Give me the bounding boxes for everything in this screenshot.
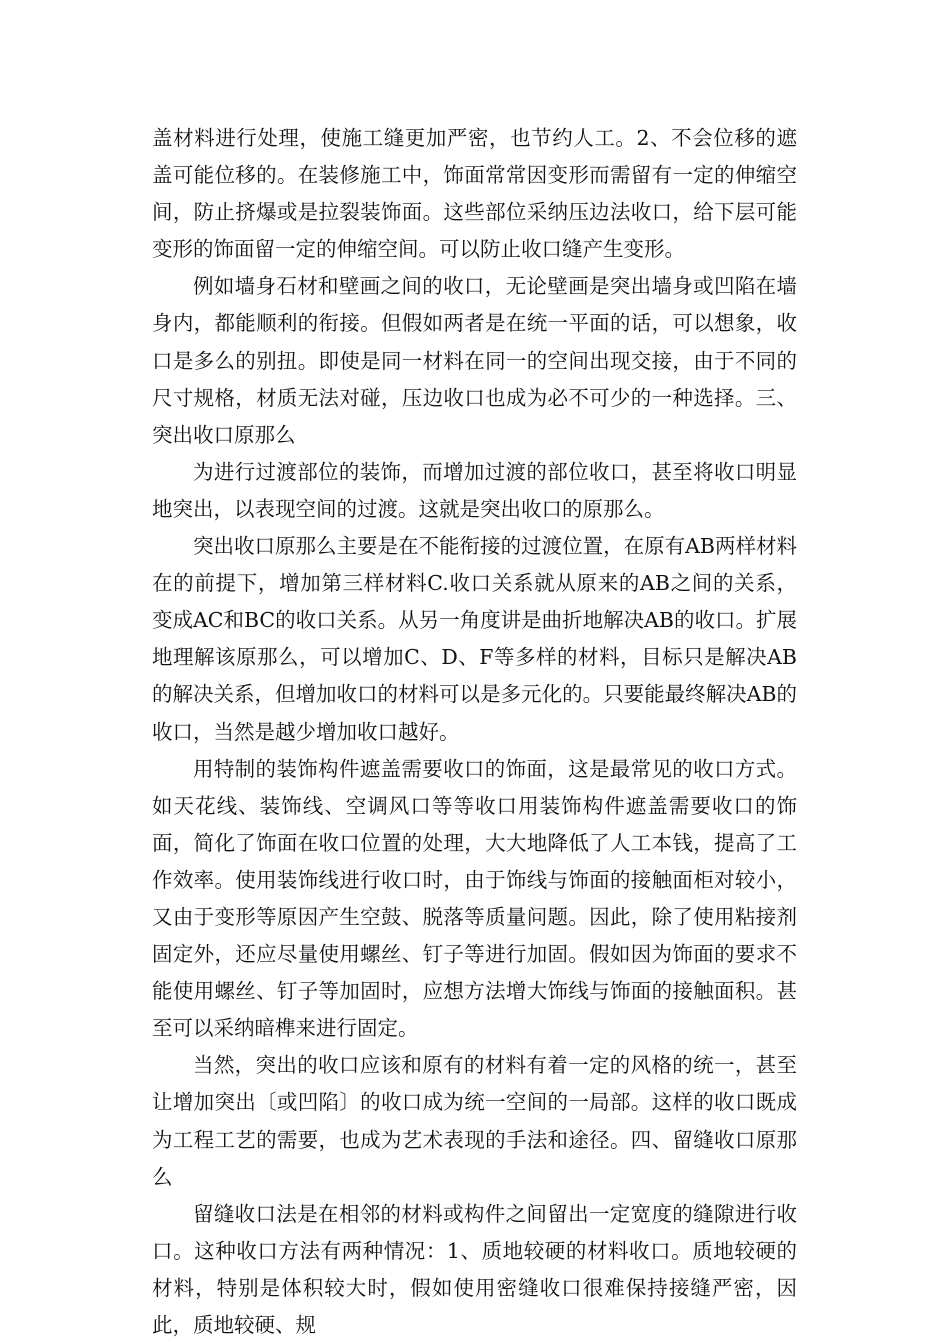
document-body — [152, 120, 797, 1344]
paragraph-3: 为进行过渡部位的装饰，而增加过渡的部位收口，甚至将收口明显地突出，以表现空间的过渡。这就是突出收口的原那么。 — [152, 459, 797, 521]
paragraph-2: 例如墙身石材和壁画之间的收口，无论壁画是突出墙身或凹陷在墙身内，都能顺利的衔接。但假如两者是在统一平面的话，可以想象，收口是多么的别扭。即使是同一材料在同一的空间出现交接，由于不同的尺寸规格，材质无法对碰，压边收口也成为必不可少的一种选择。三、突出收口原那么 — [152, 274, 797, 447]
paragraph-6: 当然，突出的收口应该和原有的材料有着一定的风格的统一，甚至让增加突出〔或凹陷〕的收口成为统一空间的一局部。这样的收口既成为工程工艺的需要，也成为艺术表现的手法和途径。四、留缝收口原那么 — [152, 1053, 797, 1189]
paragraph-4: 突出收口原那么主要是在不能衔接的过渡位置，在原有AB两样材料在的前提下，增加第三样材料C.收口关系就从原来的AB之间的关系，变成AC和BC的收口关系。从另一角度讲是曲折地解决AB的收口。扩展地理解该原那么，可以增加C、D、F等多样的材料，目标只是解决AB的解决关系，但增加收口的材料可以是多元化的。只要能最终解决AB的收口，当然是越少增加收口越好。 — [152, 534, 797, 744]
paragraph-7: 留缝收口法是在相邻的材料或构件之间留出一定宽度的缝隙进行收口。这种收口方法有两种情况：1、质地较硬的材料收口。质地较硬的材料，特别是体积较大时，假如使用密缝收口很难保持接缝严密，因此，质地较硬、规 — [152, 1201, 797, 1337]
paragraph-1: 盖材料进行处理，使施工缝更加严密，也节约人工。2、不会位移的遮盖可能位移的。在装修施工中，饰面常常因变形而需留有一定的伸缩空间，防止挤爆或是拉裂装饰面。这些部位采纳压边法收口，给下层可能变形的饰面留一定的伸缩空间。可以防止收口缝产生变形。 — [152, 126, 797, 262]
paragraph-5: 用特制的装饰构件遮盖需要收口的饰面，这是最常见的收口方式。如天花线、装饰线、空调风口等等收口用装饰构件遮盖需要收口的饰面，简化了饰面在收口位置的处理，大大地降低了人工本钱，提高了工作效率。使用装饰线进行收口时，由于饰线与饰面的接触面柜对较小，又由于变形等原因产生空鼓、脱落等质量问题。因此，除了使用粘接剂固定外，还应尽量使用螺丝、钉子等进行加固。假如因为饰面的要求不能使用螺丝、钉子等加固时，应想方法增大饰线与饰面的接触面积。甚至可以采纳暗榫来进行固定。 — [152, 756, 797, 1041]
